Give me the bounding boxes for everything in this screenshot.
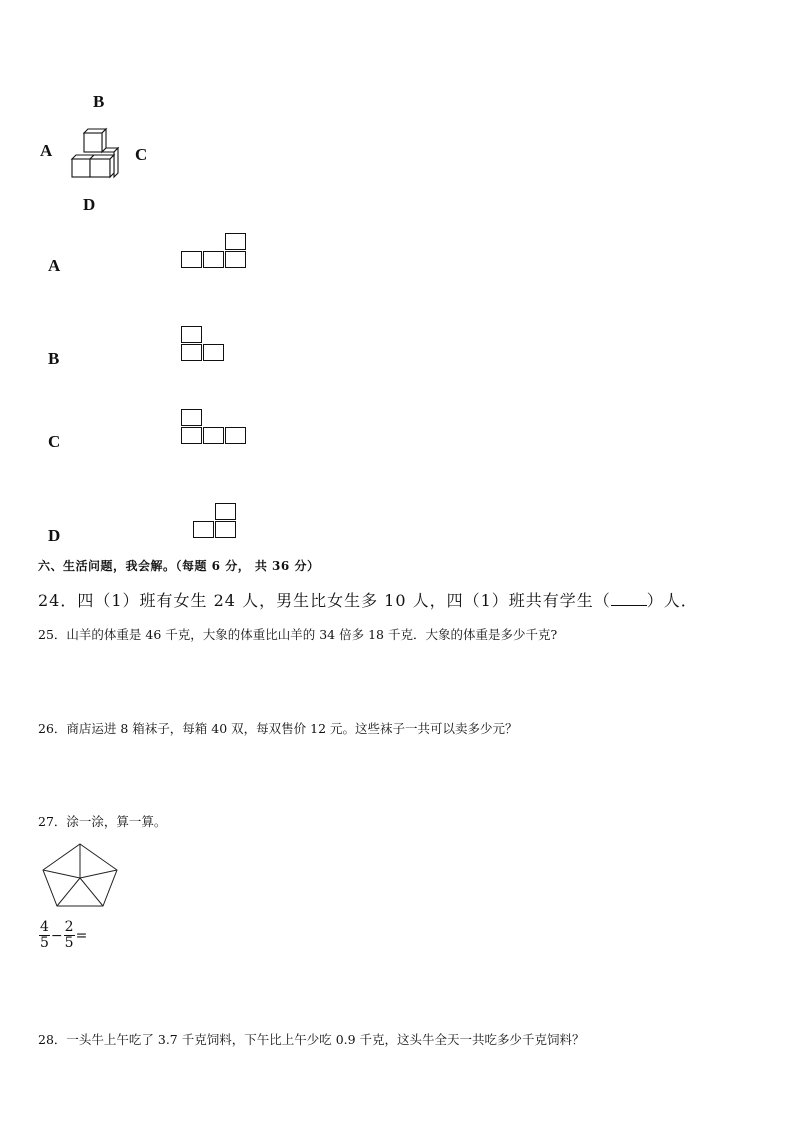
option-d-label: D [48,526,61,545]
option-b-label: B [48,349,60,368]
equals-sign: = [75,927,88,944]
question-25: 25．山羊的体重是 46 千克，大象的体重比山羊的 34 倍多 18 千克．大象的体重是多少千克? [38,627,558,642]
fraction-2-numerator: 2 [64,919,74,935]
option-c-shape [181,409,251,447]
option-b-shape [181,326,231,364]
fraction-1-denominator: 5 [40,935,49,951]
fraction-2-denominator: 5 [64,935,74,951]
question-28: 28．一头牛上午吃了 3.7 千克饲料，下午比上午少吃 0.9 千克，这头牛全天一共吃多少千克饲料？ [38,1032,585,1047]
fraction-2 [64,920,75,951]
pentagon-figure[interactable] [40,842,124,908]
answer-blank[interactable] [611,591,647,606]
fraction-1 [39,920,50,951]
question-24-text-before: 24．四（1）班有女生 24 人，男生比女生多 10 人，四（1）班共有学生（ [38,591,611,610]
question-26: 26．商店运进 8 箱袜子，每箱 40 双，每双售价 12 元。这些袜子一共可以卖多少元？ [38,721,518,736]
minus-sign: − [50,927,63,944]
section-6-heading: 六、生活问题，我会解。（每题 6 分， 共 36 分） [38,559,320,573]
option-c-label: C [48,432,61,451]
view-label-left: A [40,141,53,160]
cube-stack-figure [66,124,124,182]
view-label-bottom: D [83,195,96,214]
option-a-label: A [48,256,61,275]
view-label-top: B [93,92,105,111]
option-a-shape [181,233,251,271]
option-d-shape [193,503,243,541]
fraction-expression [39,920,88,951]
question-24-text-after: ）人． [646,591,698,610]
question-27: 27．涂一涂，算一算。 [38,814,167,829]
question-24 [38,588,698,611]
fraction-1-numerator: 4 [40,919,49,935]
view-label-right: C [135,145,148,164]
